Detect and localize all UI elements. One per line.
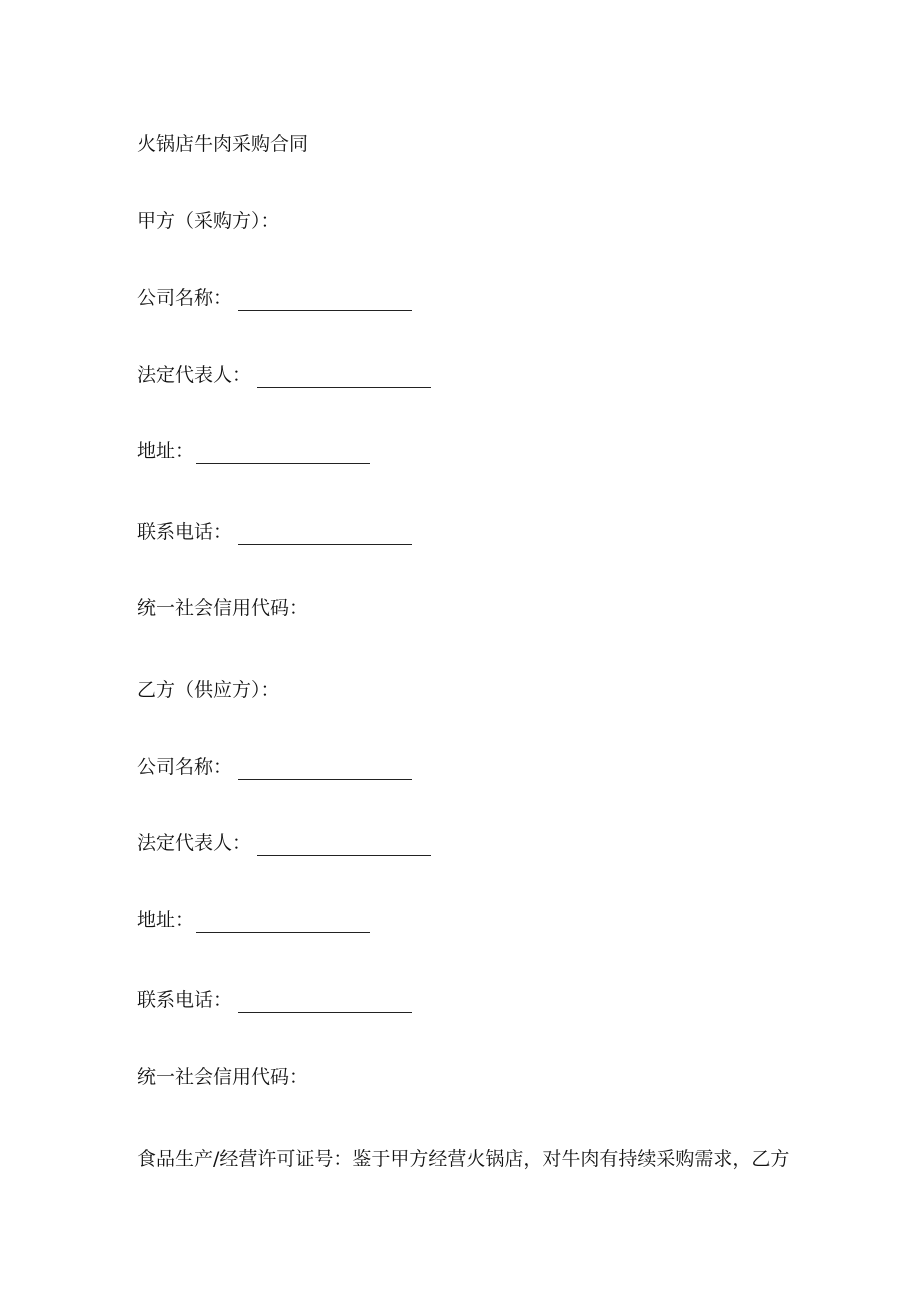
party-a-legal-rep-blank[interactable] (257, 367, 431, 388)
party-a-address: 地址： (137, 438, 370, 464)
contract-title: 火锅店牛肉采购合同 (137, 133, 309, 155)
party-a-company-name: 公司名称： (137, 285, 412, 311)
party-b-legal-rep-blank[interactable] (257, 835, 431, 856)
party-b-heading: 乙方（供应方）： (137, 679, 280, 701)
license-paragraph: 食品生产/经营许可证号：鉴于甲方经营火锅店，对牛肉有持续采购需求，乙方 (137, 1148, 790, 1170)
party-b-phone: 联系电话： (137, 987, 412, 1013)
party-a-phone: 联系电话： (137, 519, 412, 545)
party-a-heading: 甲方（采购方）： (137, 210, 280, 232)
party-b-phone-blank[interactable] (238, 992, 412, 1013)
party-b-company-name: 公司名称： (137, 754, 412, 780)
party-b-credit-code: 统一社会信用代码： (137, 1066, 309, 1088)
party-a-address-blank[interactable] (196, 443, 370, 464)
party-b-company-name-blank[interactable] (238, 759, 412, 780)
party-a-credit-code: 统一社会信用代码： (137, 597, 309, 619)
party-a-phone-blank[interactable] (238, 524, 412, 545)
party-b-address-blank[interactable] (196, 912, 370, 933)
party-a-legal-rep: 法定代表人： (137, 362, 431, 388)
party-a-company-name-blank[interactable] (238, 290, 412, 311)
party-b-address: 地址： (137, 907, 370, 933)
party-b-legal-rep: 法定代表人： (137, 830, 431, 856)
